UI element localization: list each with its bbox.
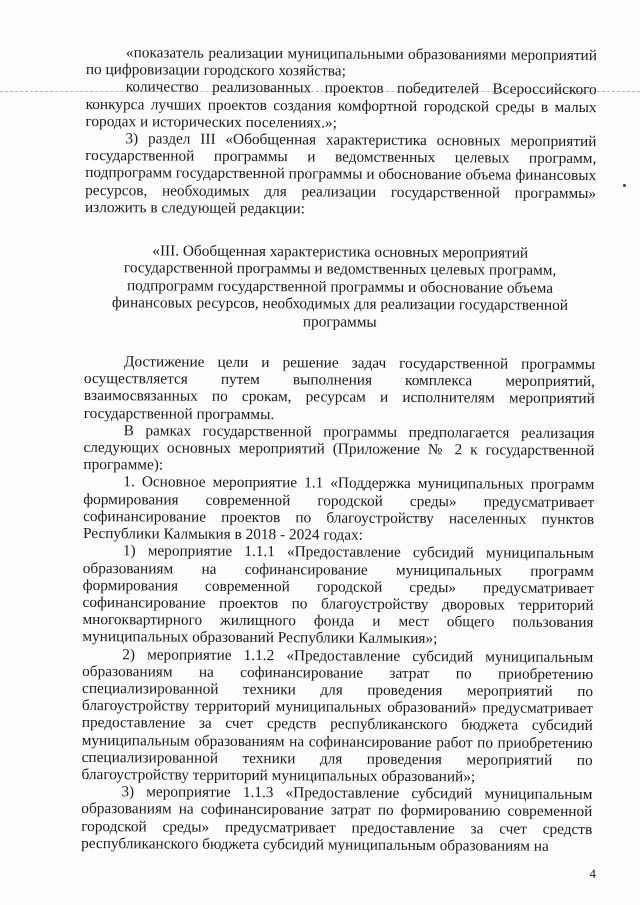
paragraph-goal: Достижение цели и решение задач государственной программы осуществляется путем выполнения комплекса мероприятий, взаимосвязанных по срокам, ресурсам и исполнителям мероприятий государственной программы. <box>83 353 596 423</box>
paragraph-measure-1-1-3: 3) мероприятие 1.1.3 «Предоставление субсидий муниципальным образованиям на софинансирование затрат по формированию современной городской среды» предусматривает предоставление за счет средств республиканского бюджета субсидий муниципальным образованиям на <box>81 783 593 855</box>
paragraph-section-amendment: 3) раздел III «Обобщенная характеристика основных мероприятий государственной программы и ведомственных целевых программ, подпрограмм государственной программы и обоснование объема финансовых ресурсов, необходимых для реализации государственной программы» изложить в следующей редакции: <box>84 130 597 218</box>
paragraph-measure-1-1-2: 2) мероприятие 1.1.2 «Предоставление субсидий муниципальным образованиям на софинансирование затрат по приобретению специализированной техники для проведения мероприятий по благоустройству территорий муниципальных образований» предусматривает предоставление за счет средств республиканского бюджета субсидий муниципальным образованиям на софинансирование работ по приобретению специализированной техники для проведения мероприятий по благоустройству территорий муниципальных образований»; <box>81 645 594 786</box>
scan-artifact-dot <box>623 184 626 187</box>
paragraph-framework: В рамках государственной программы предполагается реализация следующих основных мероприятий (Приложение № 2 к государственной программе): <box>83 422 595 474</box>
paragraph-indicator-digitalization: «показатель реализации муниципальными образованиями мероприятий по цифровизации городского хозяйства; <box>85 44 597 80</box>
section-heading: «III. Обобщенная характеристика основных мероприятий государственной программы и ведомственных целевых программ, подпрограмм государственной программы и обоснование объема финансовых ресурсов, необходимых для реализации государственной программы <box>111 242 568 331</box>
paragraph-measure-1-1-1: 1) мероприятие 1.1.1 «Предоставление субсидий муниципальным образованиям на софинансирование муниципальных программ формирования современной городской среды» предусматривает софинансирование проектов по благоустройству дворовых территорий многоквартирного жилищного фонда и мест общего пользования муниципальных образований Республики Калмыкия»; <box>82 542 594 648</box>
document-body <box>81 44 597 855</box>
paragraph-indicator-projects: количество реализованных проектов победителей Всероссийского конкурса лучших проектов создания комфортной городской среды в малых городах и исторических поселениях.»; <box>85 78 597 132</box>
paragraph-main-measure-1-1: 1. Основное мероприятие 1.1 «Поддержка муниципальных программ формирования современной городской среды» предусматривает софинансирование проектов по благоустройству населенных пунктов Республики Калмыкия в 2018 - 2024 годах: <box>82 473 595 544</box>
page-number: 4 <box>589 866 596 881</box>
